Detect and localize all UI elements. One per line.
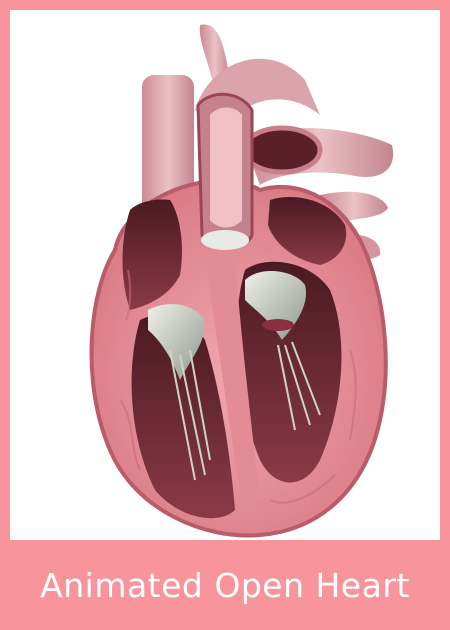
app-title: Animated Open Heart (40, 565, 410, 605)
caption-bar (0, 540, 450, 630)
aorta-lumen (210, 108, 242, 228)
mitral-opening (262, 319, 294, 331)
aortic-valve (201, 230, 249, 250)
pulmonary-opening (244, 128, 320, 172)
heart-illustration (20, 20, 450, 550)
